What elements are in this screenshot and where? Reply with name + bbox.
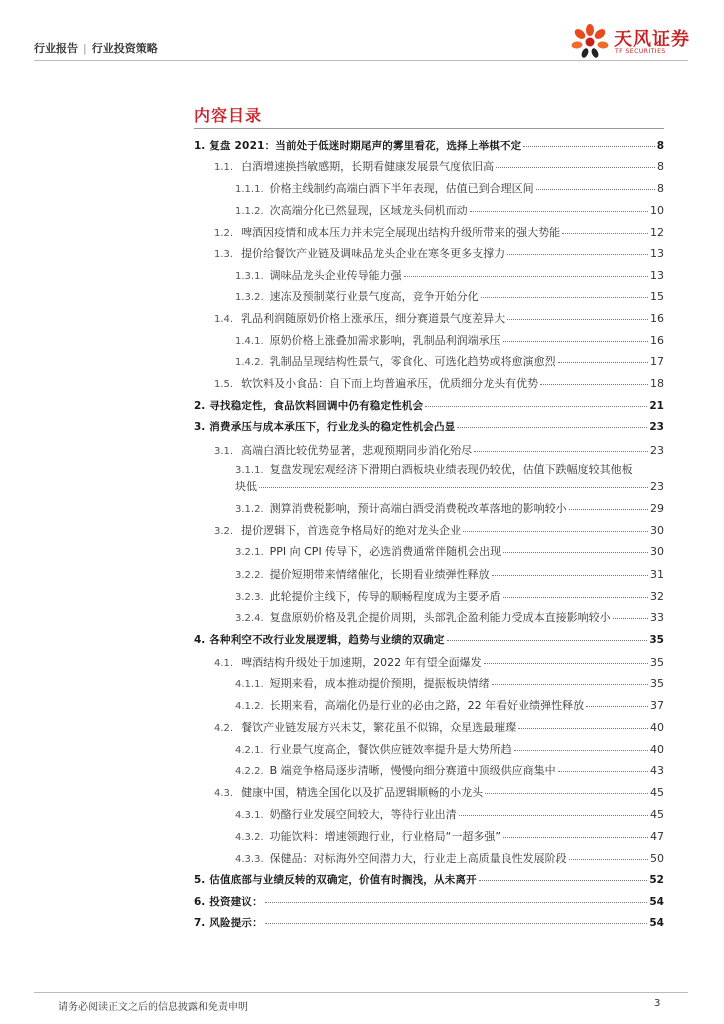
toc-entry-page: 40: [650, 743, 664, 756]
toc-leader-dots: [503, 552, 648, 553]
toc-entry-page: 13: [650, 247, 664, 260]
toc-entry-title: 长期来看，高端化仍是行业的必由之路，22 年看好业绩弹性释放: [269, 699, 585, 712]
toc-entry-page: 31: [650, 568, 664, 581]
toc-entry-page: 50: [650, 852, 664, 865]
toc-entry-number: 3.2.1.: [235, 547, 264, 558]
page-header: [0, 0, 724, 66]
toc-entry-title: 保健品：对标海外空间潜力大，行业走上高质量良性发展阶段: [269, 852, 567, 865]
toc-entry-number: 4.2.2.: [235, 766, 264, 777]
toc-leader-dots: [265, 923, 648, 924]
toc-entry-number: 4.3.1.: [235, 810, 264, 821]
toc-entry-3[interactable]: [194, 419, 664, 434]
toc-entry-number: 4.3.: [214, 788, 234, 799]
report-type: 行业报告: [34, 42, 78, 55]
toc-entry-number: 3.2.3.: [235, 592, 264, 603]
toc-title-rule: [194, 128, 664, 129]
toc-entry-number: 3.2.: [214, 526, 234, 537]
toc-entry-number: 1.4.1.: [235, 336, 264, 347]
toc-leader-dots: [463, 531, 648, 532]
toc-leader-dots: [540, 384, 648, 385]
toc-entry-number: 1.1.1.: [235, 184, 264, 195]
toc-entry-number: 1.2.: [214, 228, 234, 239]
toc-entry-number: 7.: [194, 917, 206, 929]
toc-entry-continuation[interactable]: [235, 478, 664, 494]
toc-entry-1-4[interactable]: [214, 310, 664, 326]
toc-entry-title: B 端竞争格局逐步清晰，慢慢向细分赛道中顶级供应商集中: [269, 764, 556, 777]
toc-entry-title: 原奶价格上涨叠加需求影响，乳制品利润端承压: [269, 334, 501, 347]
toc-entry-number: 4.3.2.: [235, 832, 264, 843]
toc-entry-page: 23: [649, 421, 664, 433]
toc-leader-dots: [259, 487, 648, 488]
toc-entry-2[interactable]: [194, 398, 664, 413]
toc-entry-title: 软饮料及小食品：自下而上均普遍承压，优质细分龙头有优势: [241, 377, 539, 390]
toc-entry-title: 估值底部与业绩反转的双确定，价值有时搁浅，从未离开: [209, 874, 477, 886]
toc-entry-number: 3.1.1.: [235, 465, 264, 476]
toc-entry-4-3[interactable]: [214, 784, 664, 800]
toc-leader-dots: [457, 427, 647, 428]
toc-entry-title: 啤酒因疫情和成本压力并未完全展现出结构升级所带来的强大势能: [241, 226, 561, 239]
toc-entry-page: 35: [650, 677, 664, 690]
toc-leader-dots: [484, 663, 648, 664]
toc-entry-number: 4.1.2.: [235, 701, 264, 712]
toc-entry-title: 餐饮产业链发展方兴未艾，繁花虽不似锦，众星选最璀璨: [241, 721, 517, 734]
toc-entry-number: 1.3.: [214, 249, 234, 260]
toc-entry-page: 37: [650, 699, 664, 712]
header-separator: |: [83, 42, 87, 55]
toc-leader-dots: [503, 597, 648, 598]
toc-leader-dots: [613, 618, 648, 619]
toc-entry-page: 35: [650, 656, 664, 669]
toc-entry-number: 1.1.2.: [235, 206, 264, 217]
toc-entry-number: 1.1.: [214, 162, 234, 173]
toc-entry-1-1-1[interactable]: [235, 180, 664, 196]
toc-entry-number: 5.: [194, 874, 206, 886]
toc-entry-page: 32: [650, 590, 664, 603]
toc-entry-4-3-3[interactable]: [235, 850, 664, 866]
toc-entry-number: 6.: [194, 896, 206, 908]
toc-entry-page: 18: [650, 377, 664, 390]
toc-leader-dots: [479, 880, 648, 881]
toc-entry-number: 1.4.2.: [235, 357, 264, 368]
footer-disclaimer[interactable]: 请务必阅读正文之后的信息披露和免责申明: [58, 1002, 248, 1013]
toc-entry-3-2-1[interactable]: [235, 543, 664, 559]
toc-entry-1[interactable]: [194, 138, 664, 153]
toc-entry-title: 行业景气度高企，餐饮供应链效率提升是大势所趋: [269, 743, 512, 756]
toc-leader-dots: [507, 254, 648, 255]
toc-entry-title: 投资建议：: [209, 896, 263, 908]
toc-entry-page: 33: [650, 611, 664, 624]
toc-leader-dots: [503, 837, 648, 838]
toc-entry-number: 2.: [194, 400, 206, 412]
toc-entry-page: 16: [650, 334, 664, 347]
toc-leader-dots: [492, 575, 648, 576]
toc-entry-page: 47: [650, 830, 664, 843]
toc-entry-1-1[interactable]: [214, 158, 664, 174]
toc-entry-page: 40: [650, 721, 664, 734]
toc-entry-title-continuation: 块低: [235, 480, 257, 493]
toc-entry-page: 30: [650, 545, 664, 558]
toc-entry-page: 30: [650, 524, 664, 537]
toc-entry-page: 17: [650, 355, 664, 368]
toc-leader-dots: [459, 815, 648, 816]
toc-entry-4-2-1[interactable]: [235, 741, 664, 757]
page-number: 3: [654, 998, 661, 1009]
toc-entry-number: 4.: [194, 634, 206, 646]
toc-leader-dots: [507, 319, 648, 320]
toc-entry-number: 3.1.: [214, 446, 234, 457]
toc-entry-4-3-1[interactable]: [235, 806, 664, 822]
toc-entry-3-1[interactable]: [214, 442, 664, 458]
toc-entry-3-2-3[interactable]: [235, 588, 664, 604]
toc-entry-1-4-1[interactable]: [235, 332, 664, 348]
footer-rule: [34, 992, 688, 993]
toc-entry-4-2[interactable]: [214, 719, 664, 735]
toc-entry-page: 29: [650, 502, 664, 515]
company-logo: [568, 22, 698, 60]
toc-leader-dots: [425, 406, 647, 407]
toc-leader-dots: [481, 297, 648, 298]
toc-entry-1-5[interactable]: [214, 375, 664, 391]
toc-entry-number: 1.3.2.: [235, 292, 264, 303]
toc-entry-3-1-1[interactable]: [235, 461, 664, 477]
toc-entry-page: 23: [650, 480, 664, 493]
toc-entry-page: 8: [657, 182, 664, 195]
toc-entry-number: 4.2.: [214, 723, 234, 734]
toc-entry-title: 奶酪行业发展空间较大，等待行业出清: [269, 808, 457, 821]
toc-entry-4-3-2[interactable]: [235, 828, 664, 844]
toc-leader-dots: [536, 189, 655, 190]
logo-flower-icon: [568, 22, 612, 60]
toc-entry-title: 复盘发现宏观经济下滑期白酒板块业绩表现仍较优，估值下跌幅度较其他板: [269, 463, 633, 476]
toc-entry-page: 15: [650, 290, 664, 303]
toc-entry-number: 1.3.1.: [235, 271, 264, 282]
toc-entry-number: 3.1.2.: [235, 504, 264, 515]
toc-entry-page: 8: [656, 140, 664, 152]
toc-entry-number: 3.: [194, 421, 206, 433]
toc-entry-4-1[interactable]: [214, 654, 664, 670]
toc-entry-number: 1.5.: [214, 379, 234, 390]
report-category: 行业投资策略: [91, 42, 158, 55]
toc-entry-page: 21: [649, 400, 664, 412]
toc-entry-title: 短期来看，成本推动提价预期，提振板块情绪: [269, 677, 490, 690]
toc-entry-title: 此轮提价主线下，传导的顺畅程度成为主要矛盾: [269, 590, 501, 603]
toc-entry-page: 43: [650, 764, 664, 777]
toc-entry-title: 风险提示：: [209, 917, 263, 929]
toc-title: 内容目录: [194, 106, 263, 125]
toc-entry-title: 啤酒结构升级处于加速期，2022 年有望全面爆发: [241, 656, 482, 669]
logo-name-cn: 天风证券: [614, 29, 690, 50]
toc-entry-title: 白酒增速换挡敏感期，长期看健康发展景气度依旧高: [241, 160, 495, 173]
toc-entry-title: 复盘 2021：当前处于低迷时期尾声的雾里看花，选择上举棋不定: [209, 140, 522, 152]
toc-entry-1-4-2[interactable]: [235, 353, 664, 369]
toc-entry-title: 复盘原奶价格及乳企提价周期，头部乳企盈利能力受成本直接影响较小: [269, 611, 611, 624]
toc-entry-title: 消费承压与成本承压下，行业龙头的稳定性机会凸显: [209, 421, 456, 433]
logo-name-en: TF SECURITIES: [615, 48, 666, 55]
toc-leader-dots: [514, 750, 648, 751]
toc-entry-number: 3.2.4.: [235, 613, 264, 624]
toc-entry-number: 1.4.: [214, 314, 234, 325]
toc-entry-page: 35: [649, 634, 664, 646]
toc-entry-6[interactable]: [194, 894, 664, 909]
header-rule: [34, 60, 688, 61]
toc-leader-dots: [404, 276, 648, 277]
toc-entry-title: 各种利空不改行业发展逻辑，趋势与业绩的双确定: [209, 634, 445, 646]
toc-entry-number: 3.2.2.: [235, 570, 264, 581]
toc-entry-number: 1.: [194, 140, 206, 152]
toc-entry-title: 功能饮料：增速领跑行业，行业格局“一超多强”: [269, 830, 502, 843]
toc-entry-title: 乳品利润随原奶价格上涨承压，细分赛道景气度差异大: [241, 312, 506, 325]
toc-leader-dots: [492, 684, 648, 685]
toc-entry-7[interactable]: [194, 915, 664, 930]
toc-entry-page: 8: [657, 160, 664, 173]
toc-entry-3-2-4[interactable]: [235, 609, 664, 625]
toc-leader-dots: [518, 728, 648, 729]
toc-leader-dots: [523, 146, 654, 147]
toc-entry-4[interactable]: [194, 632, 664, 647]
toc-entry-1-3[interactable]: [214, 245, 664, 261]
toc-entry-1-2[interactable]: [214, 224, 664, 240]
toc-entry-1-3-1[interactable]: [235, 267, 664, 283]
toc-entry-4-1-2[interactable]: [235, 697, 664, 713]
toc-leader-dots: [586, 706, 648, 707]
toc-leader-dots: [503, 341, 648, 342]
toc-entry-page: 52: [649, 874, 664, 886]
toc-leader-dots: [485, 793, 648, 794]
toc-entry-number: 4.2.1.: [235, 745, 264, 756]
toc-entry-title: 测算消费税影响，预计高端白酒受消费税改革落地的影响较小: [269, 502, 567, 515]
toc-leader-dots: [496, 167, 655, 168]
toc-entry-page: 13: [650, 269, 664, 282]
toc-entry-page: 54: [649, 917, 664, 929]
toc-entry-1-1-2[interactable]: [235, 202, 664, 218]
toc-entry-page: 10: [650, 204, 664, 217]
toc-entry-title: PPI 向 CPI 传导下，必选消费通常伴随机会出现: [269, 545, 502, 558]
toc-entry-number: 4.1.1.: [235, 679, 264, 690]
toc-entry-3-2-2[interactable]: [235, 566, 664, 582]
toc-entry-title: 价格主线制约高端白酒下半年表现，估值已到合理区间: [269, 182, 534, 195]
toc-entry-5[interactable]: [194, 872, 664, 887]
toc-leader-dots: [569, 859, 648, 860]
toc-entry-page: 23: [650, 444, 664, 457]
toc-leader-dots: [447, 640, 648, 641]
toc-entry-page: 54: [649, 896, 664, 908]
toc-entry-title: 提价逻辑下，首选竞争格局好的绝对龙头企业: [241, 524, 462, 537]
toc-entry-title: 寻找稳定性，食品饮料回调中仍有稳定性机会: [209, 400, 424, 412]
toc-entry-3-2[interactable]: [214, 522, 664, 538]
toc-leader-dots: [558, 771, 648, 772]
toc-entry-title: 速冻及预制菜行业景气度高，竞争开始分化: [269, 290, 479, 303]
toc-entry-3-1-2[interactable]: [235, 500, 664, 516]
toc-entry-title: 次高端分化已然显现，区域龙头伺机而动: [269, 204, 468, 217]
toc-leader-dots: [562, 233, 648, 234]
toc-leader-dots: [474, 451, 648, 452]
toc-leader-dots: [569, 509, 648, 510]
toc-leader-dots: [558, 362, 648, 363]
toc-leader-dots: [265, 902, 648, 903]
toc-entry-4-1-1[interactable]: [235, 675, 664, 691]
toc-entry-1-3-2[interactable]: [235, 288, 664, 304]
toc-entry-title: 提价短期带来情绪催化，长期看业绩弹性释放: [269, 568, 490, 581]
header-breadcrumb: [34, 40, 158, 56]
toc-entry-title: 调味品龙头企业传导能力强: [269, 269, 402, 282]
toc-entry-title: 乳制品呈现结构性景气，零食化、可选化趋势或将愈演愈烈: [269, 355, 556, 368]
toc-entry-title: 提价给餐饮产业链及调味品龙头企业在寒冬更多支撑力: [241, 247, 506, 260]
toc-entry-title: 高端白酒比较优势显著，悲观预期同步消化殆尽: [241, 444, 473, 457]
toc-entry-page: 12: [650, 226, 664, 239]
toc-leader-dots: [470, 211, 648, 212]
toc-entry-4-2-2[interactable]: [235, 762, 664, 778]
toc-entry-page: 45: [650, 786, 664, 799]
toc-entry-number: 4.3.3.: [235, 854, 264, 865]
toc-entry-page: 16: [650, 312, 664, 325]
toc-entry-title: 健康中国，精选全国化以及扩品逻辑顺畅的小龙头: [241, 786, 484, 799]
toc-entry-page: 45: [650, 808, 664, 821]
toc-entry-number: 4.1.: [214, 658, 234, 669]
